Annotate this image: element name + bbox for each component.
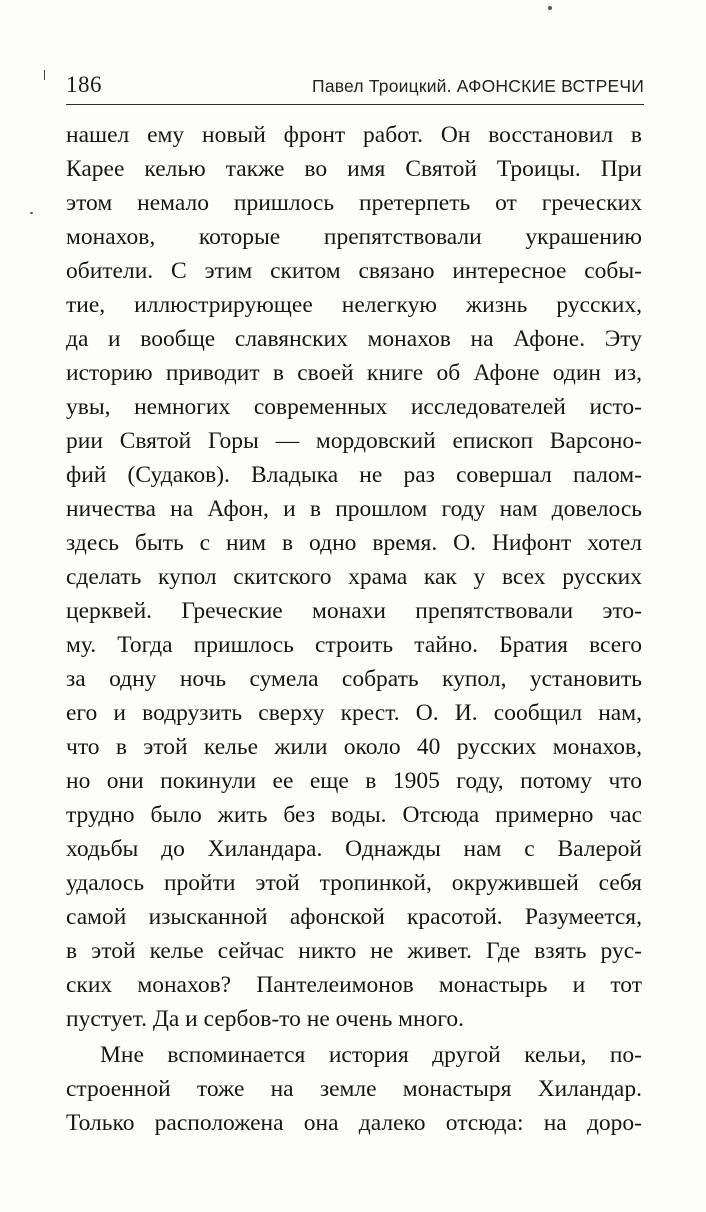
text-line: ничества на Афон, и в прошлом году нам довелось bbox=[66, 496, 642, 522]
text-line: нашел ему новый фронт работ. Он восстановил в bbox=[66, 122, 642, 148]
text-line: Карее келью также во имя Святой Троицы. При bbox=[66, 156, 642, 182]
text-line: рии Святой Горы — мордовский епископ Варсоно- bbox=[66, 428, 642, 454]
text-line: удалось пройти этой тропинкой, окружившей себя bbox=[66, 870, 642, 896]
text-line: Мне вспоминается история другой кельи, по- bbox=[100, 1042, 642, 1068]
text-line: трудно было жить без воды. Отсюда примерно час bbox=[66, 802, 642, 828]
scan-speck bbox=[548, 6, 552, 10]
text-line: строенной тоже на земле монастыря Хиландар. bbox=[66, 1076, 642, 1102]
text-line: монахов, которые препятствовали украшению bbox=[66, 224, 642, 250]
text-line: увы, немногих современных исследователей исто- bbox=[66, 394, 642, 420]
text-line: его и водрузить сверху крест. О. И. сообщил нам, bbox=[66, 700, 642, 726]
text-line: этом немало пришлось претерпеть от греческих bbox=[66, 190, 642, 216]
body-text bbox=[66, 118, 642, 1140]
paragraph bbox=[66, 1038, 642, 1140]
text-line: в этой келье сейчас никто не живет. Где взять рус- bbox=[66, 938, 642, 964]
text-line: Только расположена она далеко отсюда: на доро- bbox=[66, 1110, 642, 1136]
text-line: обители. С этим скитом связано интересное собы- bbox=[66, 258, 642, 284]
text-line: за одну ночь сумела собрать купол, установить bbox=[66, 666, 642, 692]
text-line: пустует. Да и сербов-то не очень много. bbox=[66, 1006, 465, 1032]
text-line: да и вообще славянских монахов на Афоне. Эту bbox=[66, 326, 642, 352]
page-header bbox=[66, 70, 644, 105]
text-line: но они покинули ее еще в 1905 году, потому что bbox=[66, 768, 642, 794]
text-line: самой изысканной афонской красотой. Разумеется, bbox=[66, 904, 642, 930]
text-line: ходьбы до Хиландара. Однажды нам с Валерой bbox=[66, 836, 642, 862]
text-line: церквей. Греческие монахи препятствовали это- bbox=[66, 598, 642, 624]
text-line: здесь быть с ним в одно время. О. Нифонт хотел bbox=[66, 530, 642, 556]
text-line: фий (Судаков). Владыка не раз совершал палом- bbox=[66, 462, 642, 488]
text-line: му. Тогда пришлось строить тайно. Братия всего bbox=[66, 632, 642, 658]
text-line: сделать купол скитского храма как у всех русских bbox=[66, 564, 642, 590]
text-line: что в этой келье жили около 40 русских монахов, bbox=[66, 734, 642, 760]
paragraph bbox=[66, 118, 642, 1036]
text-line: ских монахов? Пантелеимонов монастырь и тот bbox=[66, 972, 642, 998]
scan-edge-mark bbox=[44, 70, 45, 80]
scan-speck bbox=[30, 212, 33, 214]
running-head: Павел Троицкий. АФОНСКИЕ ВСТРЕЧИ bbox=[312, 76, 644, 96]
text-line: историю приводит в своей книге об Афоне один из, bbox=[66, 360, 642, 386]
page-number: 186 bbox=[66, 72, 102, 97]
text-line: тие, иллюстрирующее нелегкую жизнь русских, bbox=[66, 292, 642, 318]
